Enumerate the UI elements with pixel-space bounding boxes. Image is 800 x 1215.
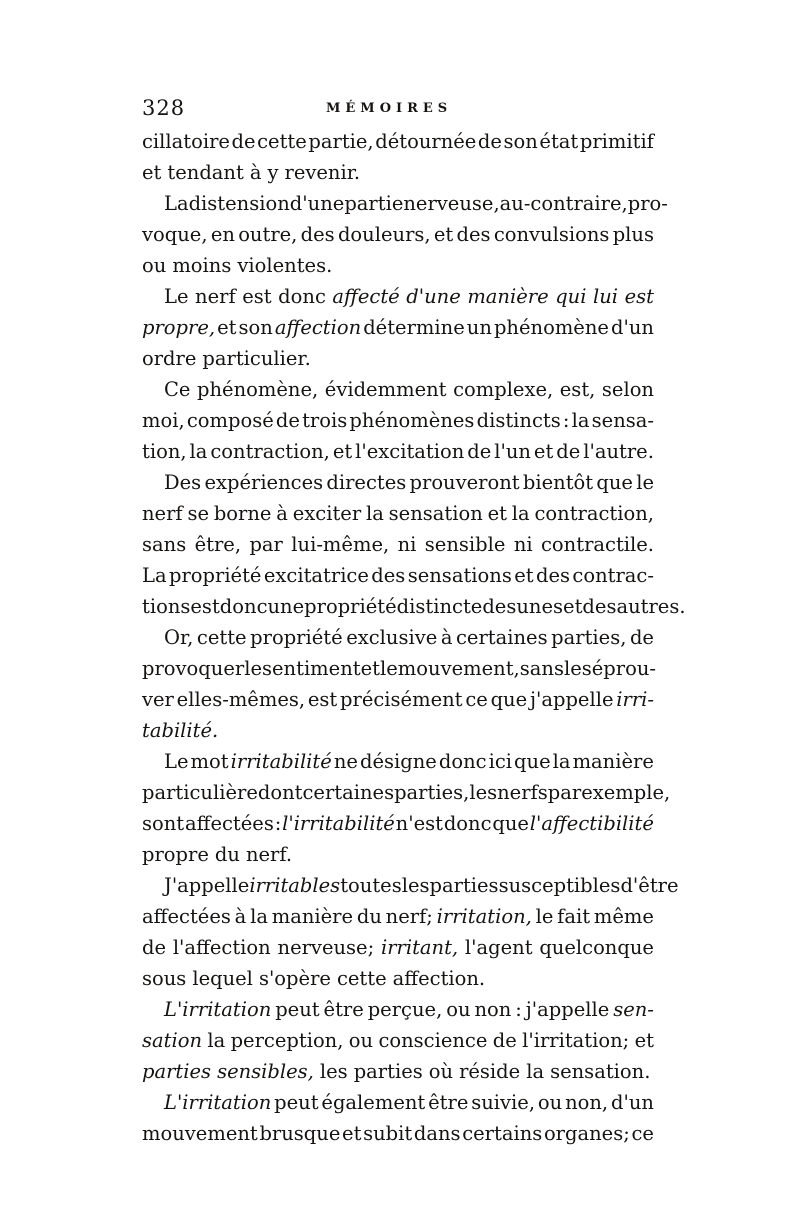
word: distincte xyxy=(396,595,483,618)
text-line xyxy=(142,1118,654,1149)
word: de xyxy=(556,440,581,463)
word: réside xyxy=(459,1060,521,1083)
word: parties xyxy=(429,874,499,897)
word: les xyxy=(563,657,592,680)
word: donc xyxy=(219,595,268,618)
word: tion, xyxy=(142,440,187,463)
word: susceptibles xyxy=(498,874,621,897)
word: peut xyxy=(274,1091,319,1114)
word: ou xyxy=(446,998,471,1021)
word: l'irritation; xyxy=(522,1029,630,1052)
word: expériences xyxy=(204,471,324,494)
word: revenir. xyxy=(284,161,361,184)
word: perçue, xyxy=(367,998,443,1021)
word: parties xyxy=(142,1060,212,1083)
word: certains xyxy=(462,1122,543,1145)
word: contraction, xyxy=(210,440,330,463)
word: est xyxy=(624,285,654,308)
text-line xyxy=(142,560,654,591)
word: contrac- xyxy=(572,564,654,587)
text-line xyxy=(142,808,654,839)
word: être xyxy=(428,1091,469,1114)
word: l'affectibilité xyxy=(529,812,654,835)
text-line xyxy=(142,219,654,250)
word: convulsions xyxy=(493,223,610,246)
word: : xyxy=(562,409,570,432)
word: donc xyxy=(438,750,487,773)
word: quelconque xyxy=(539,936,654,959)
word: l'irritabilité xyxy=(282,812,395,835)
text-line xyxy=(142,436,654,467)
text-line xyxy=(142,188,668,219)
word: le xyxy=(535,905,554,928)
word: distincts xyxy=(476,409,561,432)
word: non, xyxy=(565,1091,609,1114)
text-line xyxy=(142,281,654,312)
word: phénomène, xyxy=(197,378,319,401)
word: nerf; xyxy=(385,905,433,928)
word: que xyxy=(490,688,528,711)
word: lui-même, xyxy=(291,533,390,556)
word: l'autre. xyxy=(583,440,654,463)
word: être, xyxy=(194,533,242,556)
word: les xyxy=(319,1060,348,1083)
word: nerf. xyxy=(245,843,293,866)
text-line xyxy=(142,963,654,994)
text-line xyxy=(142,529,654,560)
word: perception, xyxy=(230,1029,344,1052)
word: organes; xyxy=(543,1122,630,1145)
text-line xyxy=(142,777,671,808)
word: sation xyxy=(142,1029,203,1052)
word: des xyxy=(582,595,617,618)
word: toutes xyxy=(340,874,402,897)
word: ni xyxy=(397,533,417,556)
word: qui xyxy=(555,285,587,308)
word: également xyxy=(321,1091,426,1114)
word: donc xyxy=(278,285,326,308)
text-line xyxy=(142,343,654,374)
text-line xyxy=(142,157,654,188)
word: et xyxy=(360,657,380,680)
word: propre, xyxy=(142,316,216,339)
word: exemple, xyxy=(581,781,671,804)
word: dans xyxy=(413,1122,461,1145)
word: particulière xyxy=(142,781,258,804)
word: ver xyxy=(142,688,174,711)
word: à xyxy=(249,161,262,184)
word: une xyxy=(267,595,305,618)
word: affection xyxy=(274,316,362,339)
word: nerf xyxy=(142,502,183,525)
word: exclusive xyxy=(346,626,438,649)
word: prouveront xyxy=(409,471,520,494)
page-header xyxy=(142,96,662,124)
text-line xyxy=(142,715,654,746)
word: d'une xyxy=(289,192,345,215)
text-line xyxy=(142,1087,654,1118)
word: trois xyxy=(302,409,348,432)
word: de xyxy=(142,936,167,959)
word: provoquer xyxy=(142,657,245,680)
word: et xyxy=(433,223,454,246)
word: contractile. xyxy=(541,533,654,556)
word: que xyxy=(596,471,633,494)
word: Ce xyxy=(164,378,191,401)
word: des xyxy=(456,223,491,246)
word: irritabilité xyxy=(230,750,332,773)
word: fait xyxy=(557,905,591,928)
word: violentes. xyxy=(237,254,333,277)
word: le xyxy=(636,471,654,494)
word: elles-mêmes, xyxy=(176,688,306,711)
text-line xyxy=(142,591,686,622)
word: ni xyxy=(513,533,533,556)
word: irritation, xyxy=(436,905,532,928)
text-line xyxy=(142,312,654,343)
word: les xyxy=(401,874,430,897)
word: s'opère xyxy=(258,967,331,990)
word: partie xyxy=(344,192,404,215)
word: être xyxy=(323,998,364,1021)
word: et xyxy=(142,161,162,184)
text-line xyxy=(142,250,654,281)
word: phénomènes xyxy=(349,409,475,432)
word: d'un xyxy=(610,316,654,339)
word: cette xyxy=(196,626,247,649)
word: conscience xyxy=(378,1029,488,1052)
word: irri- xyxy=(616,688,654,711)
word: nerfs xyxy=(497,781,548,804)
word: affectées xyxy=(142,905,231,928)
word: mouvement xyxy=(142,1122,258,1145)
word: j'appelle xyxy=(525,998,610,1021)
text-line xyxy=(142,870,679,901)
word: d'une xyxy=(406,285,461,308)
word: la xyxy=(250,905,268,928)
word: contraction, xyxy=(534,502,654,525)
word: affectées xyxy=(184,812,274,835)
word: suivie, xyxy=(471,1091,536,1114)
word: de xyxy=(629,626,654,649)
word: L'irritation xyxy=(164,998,272,1021)
text-line xyxy=(142,467,654,498)
word: complexe, xyxy=(453,378,554,401)
word: et xyxy=(342,1122,362,1145)
word: pro- xyxy=(627,192,668,215)
word: la xyxy=(511,502,530,525)
word: les xyxy=(469,781,498,804)
text-line xyxy=(142,374,654,405)
word: et xyxy=(487,502,507,525)
word: l'agent xyxy=(464,936,533,959)
word: subit xyxy=(363,1122,413,1145)
word: j'appelle xyxy=(529,688,614,711)
word: sensation xyxy=(388,502,483,525)
word: propriété xyxy=(168,564,262,587)
word: que xyxy=(492,812,529,835)
word: la xyxy=(189,440,208,463)
word: peut xyxy=(275,998,320,1021)
word: composé xyxy=(186,409,274,432)
word: voque, xyxy=(142,223,208,246)
word: Le xyxy=(164,750,189,773)
word: propre xyxy=(142,843,209,866)
word: ici xyxy=(488,750,512,773)
word: ce xyxy=(631,1122,654,1145)
body-text xyxy=(142,126,686,1149)
word: plus xyxy=(612,223,654,246)
word: moins xyxy=(172,254,232,277)
word: donc xyxy=(443,812,492,835)
word: du xyxy=(356,905,382,928)
word: la xyxy=(365,502,384,525)
word: des xyxy=(536,564,571,587)
word: tendant xyxy=(167,161,244,184)
word: L'irritation xyxy=(164,1091,272,1114)
word: excitatrice xyxy=(263,564,369,587)
word: de xyxy=(467,440,492,463)
word: sensations xyxy=(407,564,512,587)
word: l'un xyxy=(494,440,531,463)
word: sensible xyxy=(424,533,506,556)
word: l'excitation xyxy=(355,440,465,463)
word: ordre xyxy=(142,347,197,370)
word: parties xyxy=(353,1060,423,1083)
word: cette xyxy=(257,130,307,153)
word: manière xyxy=(271,905,354,928)
word: par xyxy=(547,781,582,804)
word: par xyxy=(249,533,283,556)
word: et xyxy=(332,440,353,463)
word: où xyxy=(428,1060,454,1083)
text-line xyxy=(142,839,654,870)
word: sensa- xyxy=(591,409,654,432)
word: irritables xyxy=(249,874,341,897)
word: propriété xyxy=(250,626,343,649)
word: manière xyxy=(467,285,549,308)
word: des xyxy=(300,223,335,246)
word: son xyxy=(503,130,538,153)
word: détermine xyxy=(363,316,465,339)
word: au-contraire, xyxy=(499,192,628,215)
word: manière xyxy=(572,750,654,773)
word: nerveuse, xyxy=(403,192,500,215)
word: parties, xyxy=(551,626,627,649)
word: éprou- xyxy=(591,657,656,680)
word: sans xyxy=(519,657,564,680)
text-line xyxy=(142,405,654,436)
word: de xyxy=(477,130,502,153)
page-number: 328 xyxy=(142,96,186,120)
word: autres. xyxy=(616,595,686,618)
word: la xyxy=(207,1029,226,1052)
word: n'est xyxy=(395,812,443,835)
word: en xyxy=(210,223,235,246)
word: ne xyxy=(333,750,358,773)
word: et xyxy=(533,440,554,463)
word: y xyxy=(267,161,279,184)
word: lui xyxy=(593,285,619,308)
word: irritant, xyxy=(380,936,459,959)
word: certaines xyxy=(302,781,395,804)
word: affecté xyxy=(332,285,400,308)
word: directes xyxy=(326,471,407,494)
running-head: MÉMOIRES xyxy=(326,101,453,116)
word: de xyxy=(492,1029,517,1052)
word: même xyxy=(593,905,654,928)
text-line xyxy=(142,1025,654,1056)
word: unes xyxy=(516,595,564,618)
word: Or, xyxy=(164,626,194,649)
word: que xyxy=(514,750,551,773)
word: d'être xyxy=(620,874,679,897)
word: ou xyxy=(142,254,167,277)
word: parties, xyxy=(394,781,470,804)
word: tions xyxy=(142,595,191,618)
word: selon xyxy=(601,378,654,401)
word: bientôt xyxy=(522,471,594,494)
word: propriété xyxy=(304,595,397,618)
text-line xyxy=(142,932,654,963)
word: le xyxy=(380,657,398,680)
word: son xyxy=(238,316,273,339)
word: nerveuse; xyxy=(277,936,375,959)
word: est, xyxy=(559,378,596,401)
word: du xyxy=(214,843,240,866)
text-line xyxy=(142,901,654,932)
word: un xyxy=(466,316,492,339)
word: des xyxy=(482,595,517,618)
word: de xyxy=(231,130,256,153)
word: et xyxy=(634,1029,654,1052)
word: brusque xyxy=(259,1122,341,1145)
word: exciter xyxy=(292,502,362,525)
word: ce xyxy=(465,688,488,711)
word: à xyxy=(234,905,247,928)
text-line xyxy=(142,126,654,157)
word: affection. xyxy=(392,967,486,990)
word: sans xyxy=(142,533,187,556)
text-line xyxy=(142,684,654,715)
word: moi, xyxy=(142,409,185,432)
word: douleurs, xyxy=(337,223,431,246)
word: désigne xyxy=(359,750,437,773)
word: phénomène xyxy=(493,316,609,339)
text-line xyxy=(142,653,654,684)
word: d'un xyxy=(610,1091,654,1114)
word: dont xyxy=(257,781,303,804)
word: Des xyxy=(164,471,202,494)
word: est xyxy=(242,285,272,308)
word: partie, xyxy=(308,130,374,153)
word: sentiment xyxy=(262,657,361,680)
word: mouvement, xyxy=(397,657,520,680)
word: cette xyxy=(336,967,387,990)
word: : xyxy=(515,998,522,1021)
word: nerf xyxy=(195,285,236,308)
word: distension xyxy=(188,192,290,215)
text-line xyxy=(142,622,654,653)
word: ou xyxy=(537,1091,563,1114)
word: Le xyxy=(164,285,189,308)
word: à xyxy=(440,626,453,649)
word: : xyxy=(274,812,282,835)
word: mot xyxy=(190,750,229,773)
word: évidemment xyxy=(324,378,447,401)
word: la xyxy=(552,750,571,773)
word: et xyxy=(217,316,237,339)
word: sensation. xyxy=(550,1060,651,1083)
word: cillatoire xyxy=(142,130,230,153)
word: et xyxy=(514,564,534,587)
word: à xyxy=(276,502,288,525)
word: lequel xyxy=(192,967,253,990)
word: sous xyxy=(142,967,187,990)
word: sen- xyxy=(613,998,654,1021)
word: est xyxy=(190,595,220,618)
word: ou xyxy=(348,1029,374,1052)
word: le xyxy=(244,657,262,680)
text-line xyxy=(142,994,654,1025)
text-line xyxy=(142,1056,654,1087)
word: borne xyxy=(213,502,272,525)
word: certaines xyxy=(456,626,548,649)
word: tabilité. xyxy=(142,719,219,742)
word: se xyxy=(187,502,210,525)
word: J'appelle xyxy=(164,874,250,897)
word: outre, xyxy=(238,223,298,246)
word: précisément xyxy=(340,688,463,711)
word: primitif xyxy=(579,130,654,153)
word: La xyxy=(164,192,189,215)
word: de xyxy=(275,409,300,432)
word: et xyxy=(563,595,583,618)
word: non xyxy=(474,998,512,1021)
word: la xyxy=(526,1060,545,1083)
word: état xyxy=(539,130,579,153)
word: l'affection xyxy=(172,936,271,959)
word: sensibles, xyxy=(217,1060,314,1083)
word: sont xyxy=(142,812,185,835)
word: détournée xyxy=(375,130,477,153)
word: particulier. xyxy=(202,347,311,370)
text-line xyxy=(142,498,654,529)
text-line xyxy=(142,746,654,777)
word: est xyxy=(307,688,338,711)
word: la xyxy=(571,409,590,432)
word: des xyxy=(371,564,406,587)
word: La xyxy=(142,564,167,587)
